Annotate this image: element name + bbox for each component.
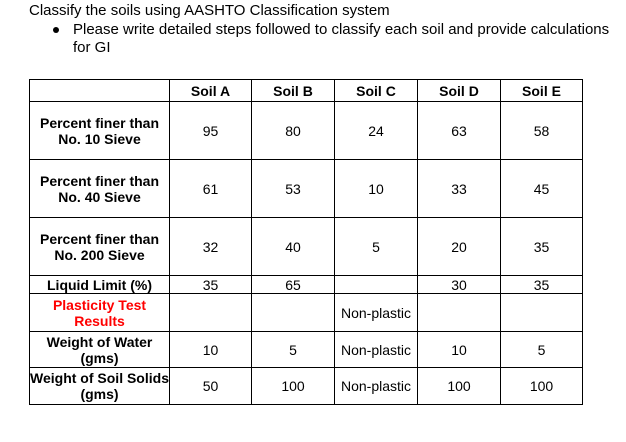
cell-value: 10: [170, 332, 252, 368]
header-row: [30, 80, 583, 102]
table-row: [30, 368, 583, 405]
cell-value: 35: [170, 276, 252, 294]
cell-value: 5: [501, 332, 583, 368]
cell-value: 20: [418, 218, 501, 276]
cell-value: 53: [252, 160, 335, 218]
corner-cell: [30, 80, 170, 102]
col-header-soil-e: Soil E: [501, 80, 583, 102]
cell-value: 5: [252, 332, 335, 368]
cell-value: 100: [252, 368, 335, 405]
table-row: [30, 102, 583, 160]
cell-value: 95: [170, 102, 252, 160]
table-row: [30, 332, 583, 368]
cell-value: [252, 294, 335, 332]
row-label-plasticity: Plasticity Test Results: [30, 294, 170, 332]
cell-value: 33: [418, 160, 501, 218]
col-header-soil-c: Soil C: [335, 80, 418, 102]
row-label-water-weight: Weight of Water (gms): [30, 332, 170, 368]
cell-value: 5: [335, 218, 418, 276]
cell-value: [170, 294, 252, 332]
cell-value: 63: [418, 102, 501, 160]
col-header-soil-d: Soil D: [418, 80, 501, 102]
cell-value: 50: [170, 368, 252, 405]
cell-value: Non-plastic: [335, 332, 418, 368]
table-row: [30, 276, 583, 294]
bullet-text: Please write detailed steps followed to classify each soil and provide calculations for GI: [73, 21, 610, 56]
row-label-no200: Percent finer than No. 200 Sieve: [30, 218, 170, 276]
cell-value: [335, 276, 418, 294]
cell-value: 40: [252, 218, 335, 276]
cell-value: 35: [501, 218, 583, 276]
cell-value: 45: [501, 160, 583, 218]
cell-value: 58: [501, 102, 583, 160]
table-row: [30, 294, 583, 332]
cell-value: 32: [170, 218, 252, 276]
soil-data-table: [29, 79, 583, 405]
row-label-liquid-limit: Liquid Limit (%): [30, 276, 170, 294]
bullet-dot: [53, 27, 59, 33]
table-row: [30, 160, 583, 218]
cell-value: 30: [418, 276, 501, 294]
cell-value: Non-plastic: [335, 294, 418, 332]
cell-value: 24: [335, 102, 418, 160]
title: Classify the soils using AASHTO Classification system: [29, 2, 390, 19]
cell-value: 100: [501, 368, 583, 405]
table-row: [30, 218, 583, 276]
cell-value: 65: [252, 276, 335, 294]
cell-value: 10: [418, 332, 501, 368]
cell-value: 80: [252, 102, 335, 160]
cell-value: 35: [501, 276, 583, 294]
row-label-soil-solids-weight: Weight of Soil Solids (gms): [30, 368, 170, 405]
col-header-soil-a: Soil A: [170, 80, 252, 102]
cell-value: 100: [418, 368, 501, 405]
row-label-no40: Percent finer than No. 40 Sieve: [30, 160, 170, 218]
cell-value: [501, 294, 583, 332]
cell-value: 10: [335, 160, 418, 218]
cell-value: Non-plastic: [335, 368, 418, 405]
cell-value: [418, 294, 501, 332]
cell-value: 61: [170, 160, 252, 218]
row-label-no10: Percent finer than No. 10 Sieve: [30, 102, 170, 160]
col-header-soil-b: Soil B: [252, 80, 335, 102]
